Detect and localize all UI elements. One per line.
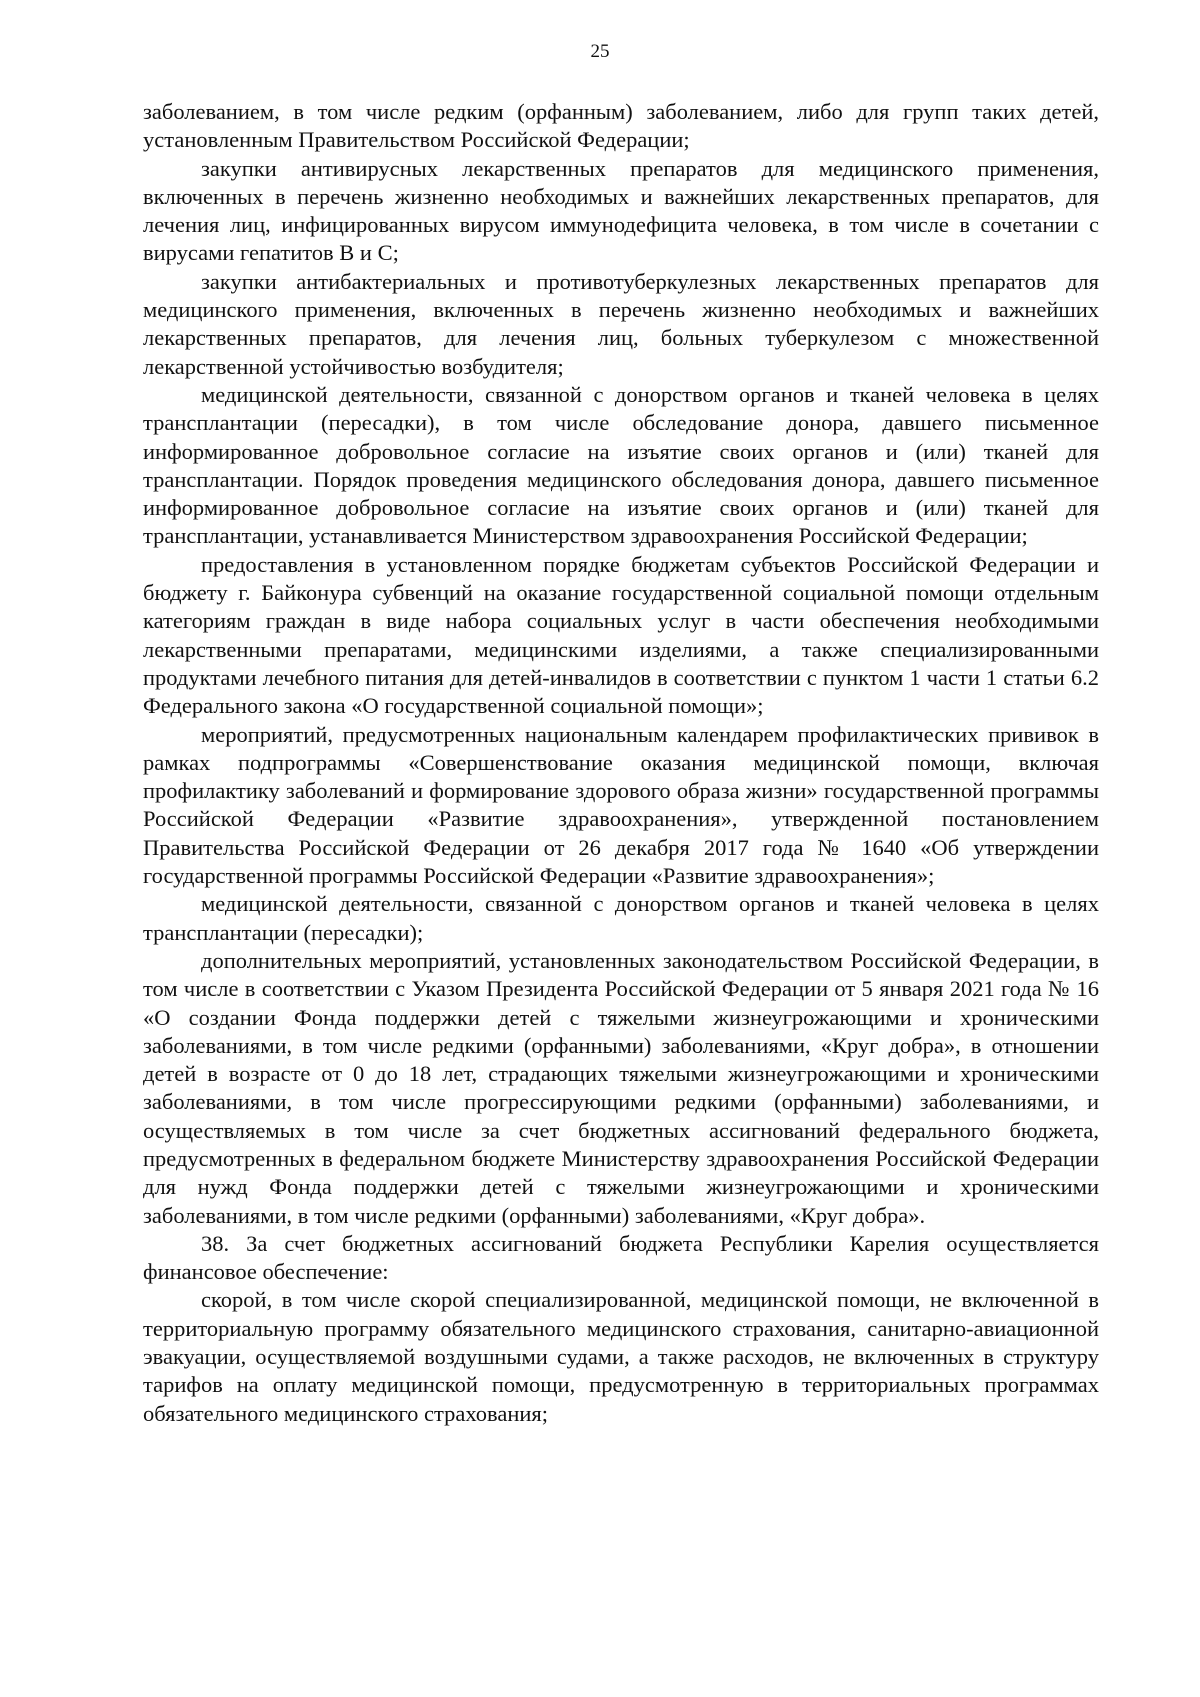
paragraph-antibacterial-procurement: закупки антибактериальных и противотуберкулезных лекарственных препаратов для медицинского применения, включенных в перечень жизненно необходимых и важнейших лекарственных препаратов, для лечения лиц, больных туберкулезом с множественной лекарственной устойчивостью возбудителя; xyxy=(143,268,1099,379)
paragraph-subventions: предоставления в установленном порядке бюджетам субъектов Российской Федерации и бюджету г. Байконура субвенций на оказание государственной социальной помощи отдельным категориям граждан в виде набора социальных услуг в части обеспечения необходимыми лекарственными препаратами, медицинскими изделиями, а также специализированными продуктами лечебного питания для детей-инвалидов в соответствии с пунктом 1 части 1 статьи 6.2 Федерального закона «О государственной социальной помощи»; xyxy=(143,551,1099,719)
document-body xyxy=(143,98,1099,1428)
paragraph-transplantation: медицинской деятельности, связанной с донорством органов и тканей человека в целях трансплантации (пересадки); xyxy=(143,891,1099,945)
paragraph-vaccination-calendar: мероприятий, предусмотренных национальным календарем профилактических прививок в рамках подпрограммы «Совершенствование оказания медицинской помощи, включая профилактику заболеваний и формирование здорового образа жизни» государственной программы Российской Федерации «Развитие здравоохранения», утвержденной постановлением Правительства Российской Федерации от 26 декабря 2017 года № 1640 «Об утверждении государственной программы Российской Федерации «Развитие здравоохранения»; xyxy=(143,721,1099,889)
paragraph-emergency-care: скорой, в том числе скорой специализированной, медицинской помощи, не включенной в территориальную программу обязательного медицинского страхования, санитарно-авиационной эвакуации, осуществляемой воздушными судами, а также расходов, не включенных в структуру тарифов на оплату медицинской помощи, предусмотренную в территориальных программах обязательного медицинского страхования; xyxy=(143,1287,1099,1426)
page-number: 25 xyxy=(590,41,610,62)
paragraph-organ-donation: медицинской деятельности, связанной с донорством органов и тканей человека в целях трансплантации (пересадки), в том числе обследование донора, давшего письменное информированное добровольное согласие на изъятие своих органов и (или) тканей для трансплантации. Порядок проведения медицинского обследования донора, давшего письменное информированное добровольное согласие на изъятие своих органов и (или) тканей для трансплантации, устанавливается Министерством здравоохранения Российской Федерации; xyxy=(143,381,1099,549)
paragraph-antiviral-procurement: закупки антивирусных лекарственных препаратов для медицинского применения, включенных в перечень жизненно необходимых и важнейших лекарственных препаратов, для лечения лиц, инфицированных вирусом иммунодефицита человека, в том числе в сочетании с вирусами гепатитов В и С; xyxy=(143,155,1099,266)
paragraph-section-38: 38. За счет бюджетных ассигнований бюджета Республики Карелия осуществляется финансовое обеспечение: xyxy=(143,1230,1099,1285)
paragraph-continuation: заболеванием, в том числе редким (орфанным) заболеванием, либо для групп таких детей, установленным Правительством Российской Федерации; xyxy=(143,99,1099,153)
paragraph-additional-measures: дополнительных мероприятий, установленных законодательством Российской Федерации, в том числе в соответствии с Указом Президента Российской Федерации от 5 января 2021 года № 16 «О создании Фонда поддержки детей с тяжелыми жизнеугрожающими и хроническими заболеваниями, в том числе редкими (орфанными) заболеваниями, «Круг добра», в отношении детей в возрасте от 0 до 18 лет, страдающих тяжелыми жизнеугрожающими и хроническими заболеваниями, в том числе прогрессирующими редкими (орфанными) заболеваниями, и осуществляемых в том числе за счет бюджетных ассигнований федерального бюджета, предусмотренных в федеральном бюджете Министерству здравоохранения Российской Федерации для нужд Фонда поддержки детей с тяжелыми жизнеугрожающими и хроническими заболеваниями, в том числе редкими (орфанными) заболеваниями, «Круг добра». xyxy=(143,947,1099,1228)
